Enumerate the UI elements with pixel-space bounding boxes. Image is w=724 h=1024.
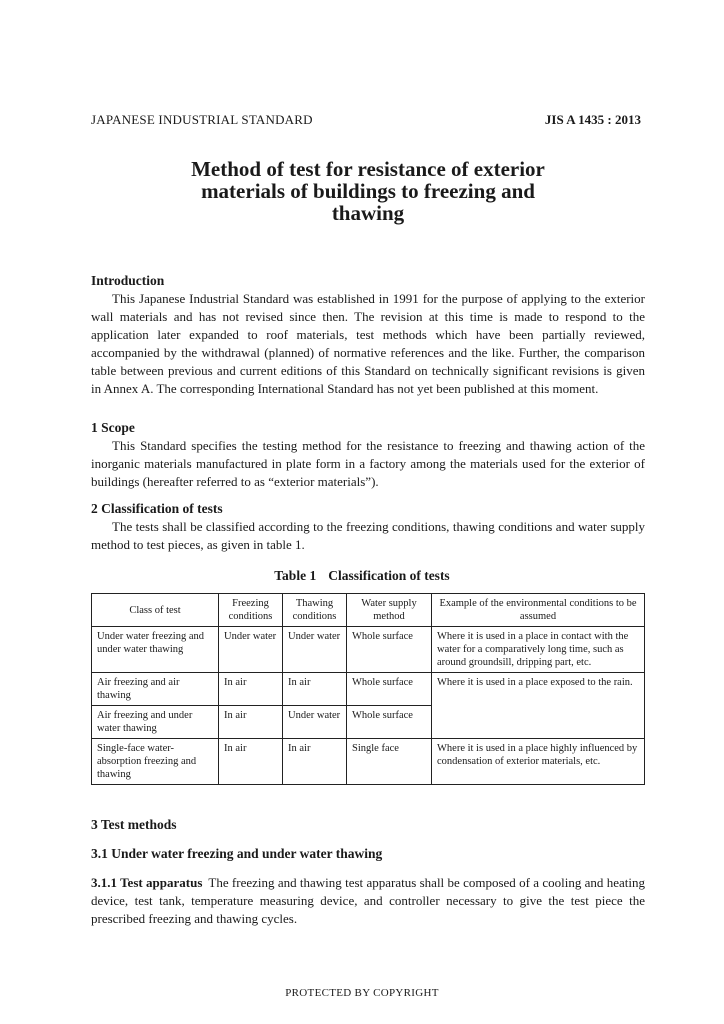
cell-example: Where it is used in a place highly influenced by condensation of exterior materials, etc. <box>432 739 645 785</box>
cell-water: Whole surface <box>347 627 432 673</box>
table-header-row <box>92 594 645 627</box>
header-water-supply-method: Water supply method <box>347 594 432 627</box>
cell-thawing: In air <box>283 673 347 706</box>
test-apparatus-heading: 3.1.1 Test apparatus <box>91 875 203 890</box>
header-freezing-conditions: Freezing conditions <box>219 594 283 627</box>
test-apparatus-text: The freezing and thawing test apparatus shall be composed of a cooling and heating device, test tank, temperature measuring device, and controller necessary to give the test piece the prescribed freezing and thawing cycles. <box>91 875 646 926</box>
copyright-footer: PROTECTED BY COPYRIGHT <box>285 987 439 999</box>
test-apparatus-paragraph <box>91 874 645 928</box>
header-standard-name: JAPANESE INDUSTRIAL STANDARD <box>91 112 313 127</box>
cell-freezing: In air <box>219 673 283 706</box>
test-methods-heading: 3 Test methods <box>91 817 177 832</box>
header-standard-number: JIS A 1435 : 2013 <box>544 112 641 127</box>
scope-text: This Standard specifies the testing method for the resistance to freezing and thawing action of the inorganic materials manufactured in plate form in a factory among the materials used for the exterior of buildings (hereafter referred to as “exterior materials”). <box>91 438 645 489</box>
header-thawing-conditions: Thawing conditions <box>283 594 347 627</box>
cell-thawing: Under water <box>283 627 347 673</box>
cell-example: Where it is used in a place exposed to the rain. <box>432 673 645 739</box>
table-row <box>92 673 645 706</box>
classification-text: The tests shall be classified according to the freezing conditions, thawing conditions and water supply method to test pieces, as given in table 1. <box>91 519 645 552</box>
title-line-2: materials of buildings to freezing and <box>201 179 535 203</box>
classification-table <box>91 593 645 785</box>
cell-thawing: Under water <box>283 706 347 739</box>
scope-section <box>91 419 645 491</box>
document-title <box>110 158 626 224</box>
cell-freezing: In air <box>219 706 283 739</box>
cell-class: Under water freezing and under water thawing <box>92 627 219 673</box>
table-number: Table 1 <box>274 568 317 583</box>
introduction-heading: Introduction <box>91 273 165 288</box>
cell-thawing: In air <box>283 739 347 785</box>
header-class-of-test: Class of test <box>92 594 219 627</box>
introduction-text: This Japanese Industrial Standard was established in 1991 for the purpose of applying to the exterior wall materials and has not revised since then. The revision at this time is made to respond to the application later expanded to roof materials, test methods which have been partially reviewed, accompanied by the withdrawal (planned) of normative references and the like. Further, the comparison table between previous and current editions of this Standard on technically significant revisions is given in Annex A. The corresponding International Standard has not yet been published at this moment. <box>91 291 645 396</box>
cell-freezing: In air <box>219 739 283 785</box>
scope-heading: 1 Scope <box>91 420 135 435</box>
cell-water: Single face <box>347 739 432 785</box>
table-title: Classification of tests <box>328 568 450 583</box>
cell-example: Where it is used in a place in contact with the water for a comparatively long time, such as around groundsill, dripping part, etc. <box>432 627 645 673</box>
cell-class: Air freezing and under water thawing <box>92 706 219 739</box>
cell-class: Air freezing and air thawing <box>92 673 219 706</box>
header-example-conditions: Example of the environmental conditions to be assumed <box>432 594 645 627</box>
table-row <box>92 739 645 785</box>
introduction-section <box>91 272 645 398</box>
cell-class: Single-face water-absorption freezing and thawing <box>92 739 219 785</box>
title-line-3: thawing <box>331 201 405 225</box>
cell-water: Whole surface <box>347 706 432 739</box>
classification-heading: 2 Classification of tests <box>91 501 223 516</box>
cell-water: Whole surface <box>347 673 432 706</box>
cell-freezing: Under water <box>219 627 283 673</box>
test-methods-subheading: 3.1 Under water freezing and under water thawing <box>91 846 383 861</box>
table-caption <box>0 568 724 584</box>
table-row <box>92 627 645 673</box>
title-line-1: Method of test for resistance of exterior <box>191 157 545 181</box>
classification-section <box>91 500 645 554</box>
